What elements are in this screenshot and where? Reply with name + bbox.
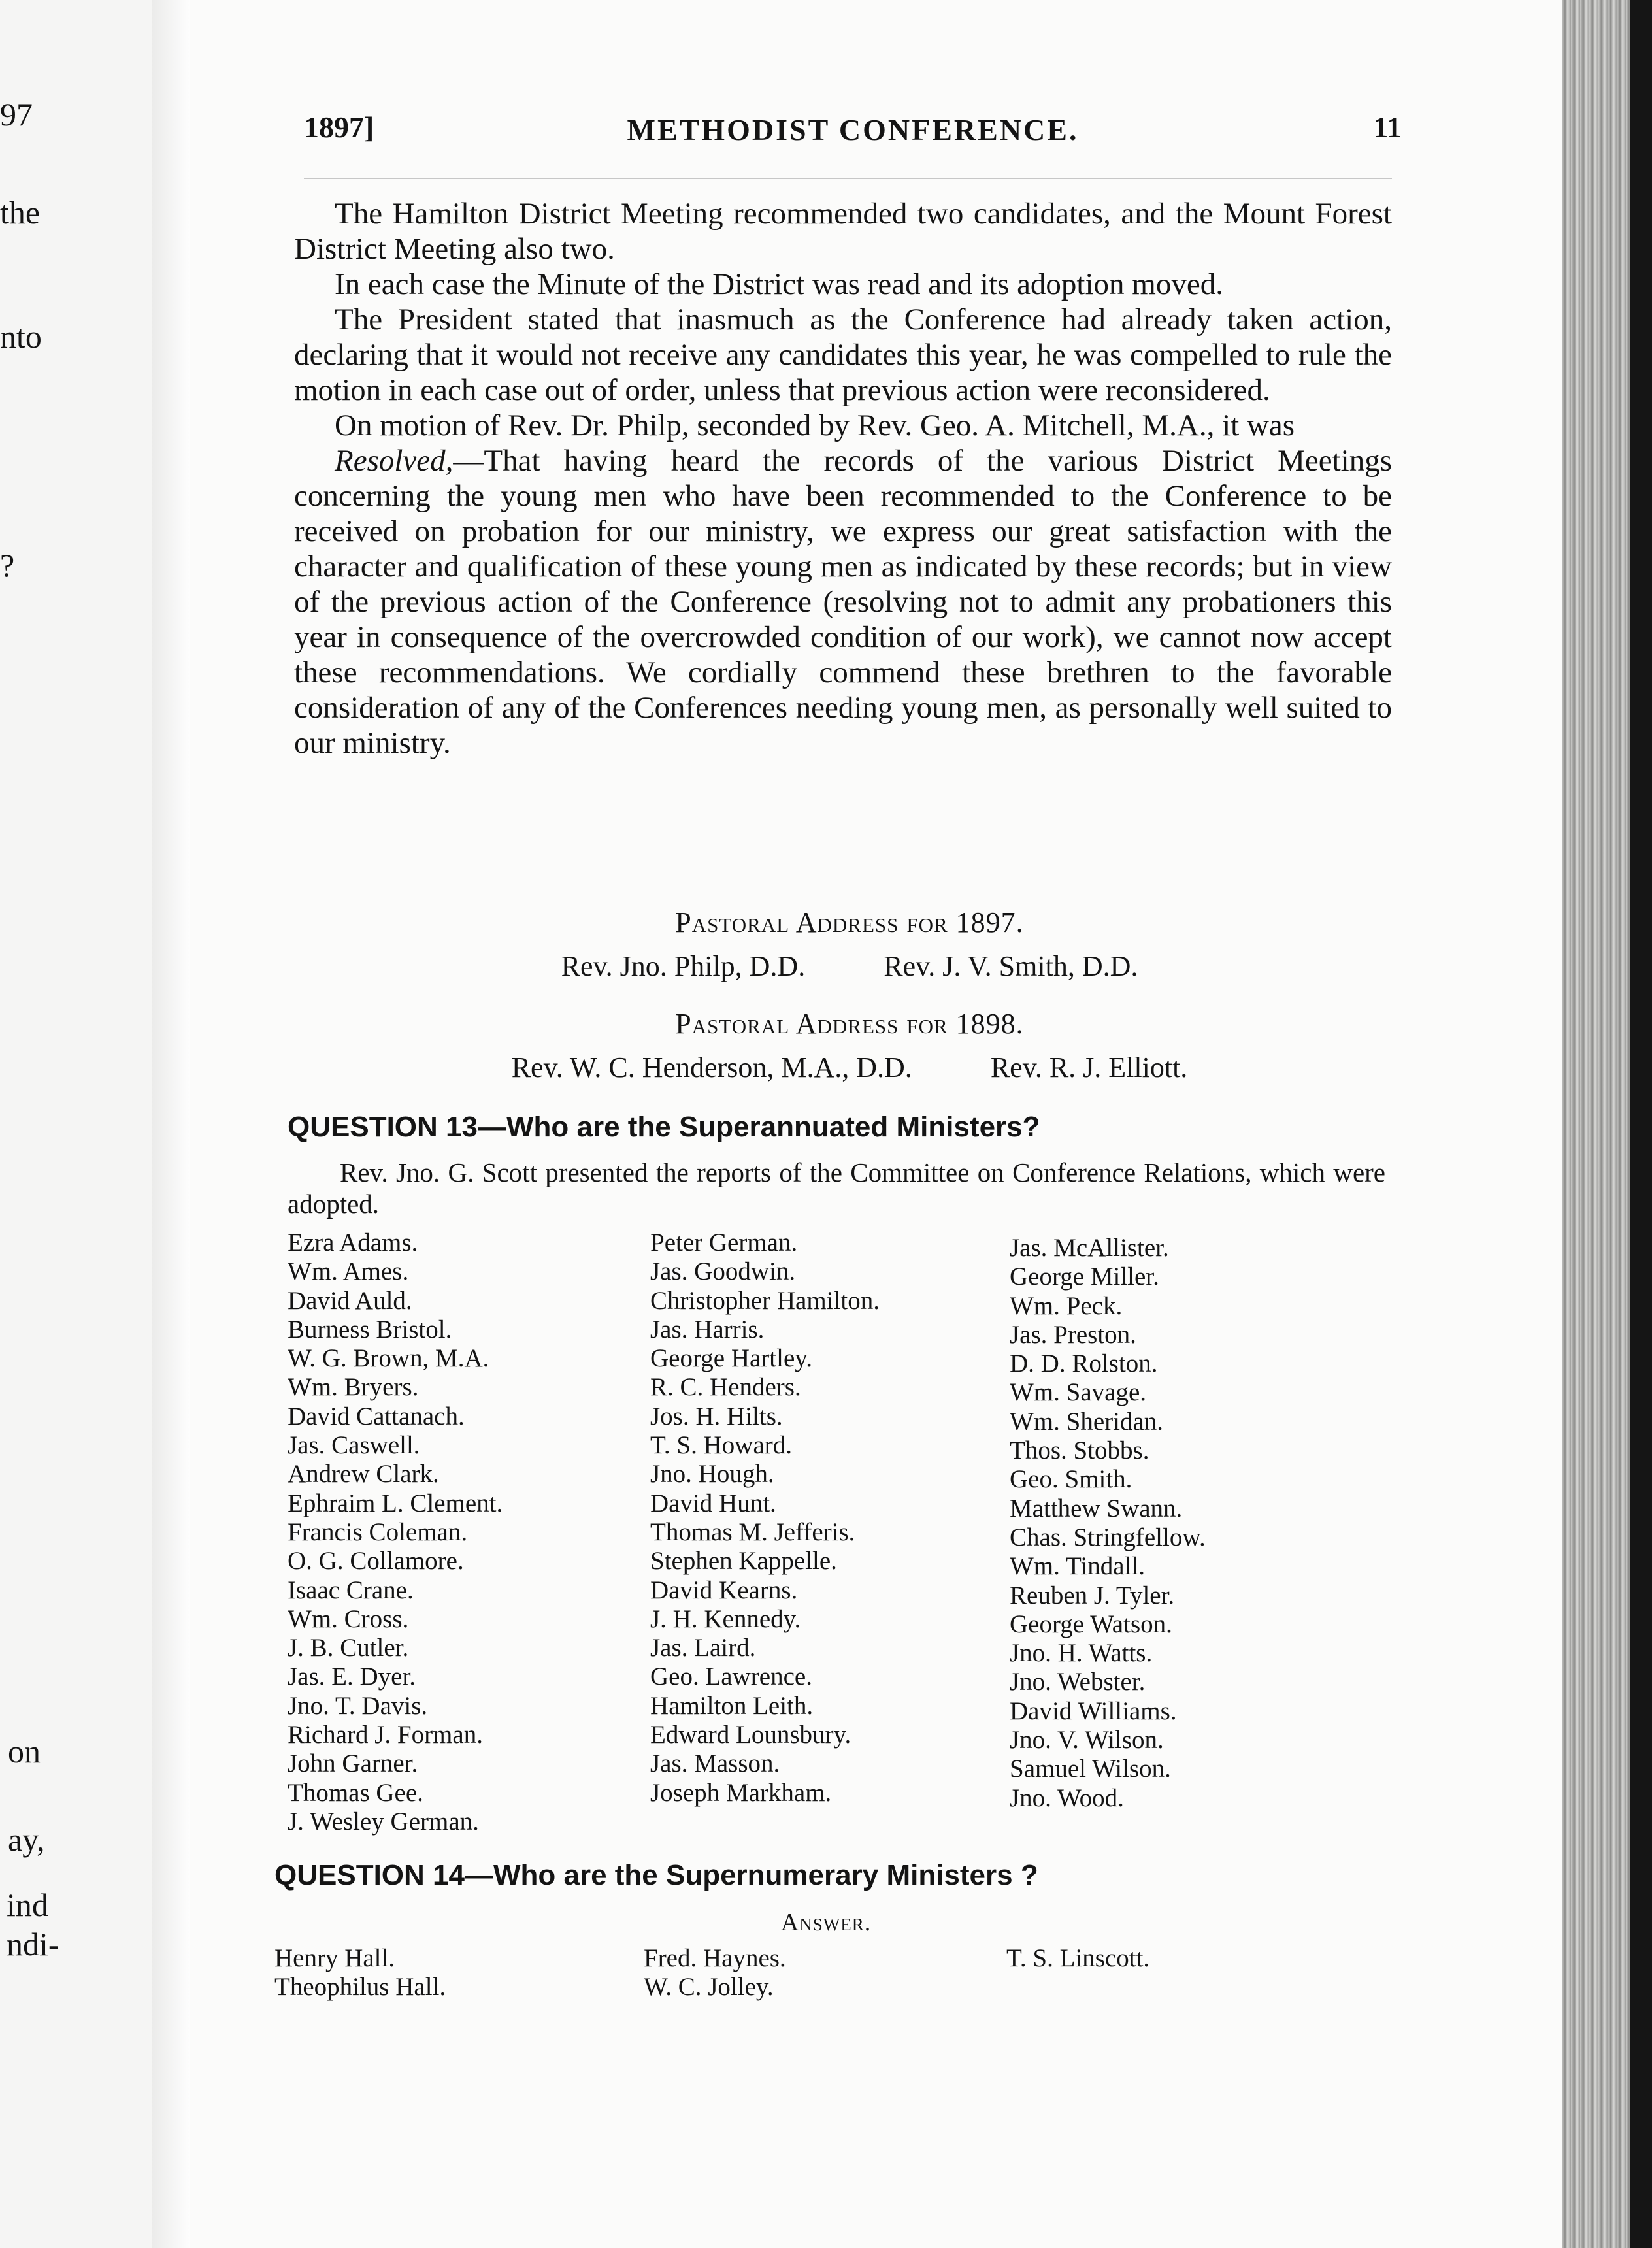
pastoral-heading: Pastoral Address for 1897. [675,906,1024,938]
supernumerary-column-3 [1006,1944,1149,1973]
minister-name: Henry Hall. [274,1944,395,1972]
minister-name: W. C. Jolley. [644,1973,774,2002]
running-head [304,110,1402,156]
minister-name: Jno. Hough. [650,1460,774,1489]
minister-name: Jno. V. Wilson. [1010,1726,1164,1755]
minister-name: George Watson. [1010,1610,1172,1638]
paragraph: The Hamilton District Meeting recommended two candidates, and the Mount Forest District Meeting also two. [294,197,1392,266]
minister-name: David Cattanach. [288,1402,465,1430]
minister-name: W. G. Brown, M.A. [288,1344,489,1373]
minister-name: Peter German. [650,1229,798,1257]
minister-name: Jas. E. Dyer. [288,1662,416,1691]
minister-name: Wm. Sheridan. [1010,1407,1164,1436]
minister-name: George Miller. [1010,1263,1159,1291]
paragraph: In each case the Minute of the District was read and its adoption moved. [335,267,1223,301]
minister-name: David Kearns. [650,1576,798,1604]
pastoral-name: Rev. Jno. Philp, D.D. [561,950,806,982]
minister-name: Wm. Tindall. [1010,1552,1145,1581]
fragment-text: 97 [0,96,33,133]
minister-name: Stephen Kappelle. [650,1547,837,1576]
fragment-text: nto [0,318,42,355]
minister-name: Wm. Bryers. [288,1373,419,1402]
minister-name: Samuel Wilson. [1010,1755,1171,1783]
question-13-heading: QUESTION 13—Who are the Superannuated Ministers? [288,1111,1040,1143]
answer-label: Answer. [780,1909,872,1936]
fragment-text: ay, [8,1821,45,1858]
minister-name: Reuben J. Tyler. [1010,1581,1175,1610]
minister-name: Wm. Cross. [288,1604,409,1633]
header-title: METHODIST CONFERENCE. [627,113,1079,146]
pastoral-address-1897 [288,905,1412,985]
minister-name: Thos. Stobbs. [1010,1436,1149,1465]
minister-name: T. S. Howard. [650,1431,792,1460]
minister-name: Jas. Harris. [650,1315,765,1344]
minister-name: Wm. Peck. [1010,1291,1123,1320]
fragment-text: ind [7,1887,48,1923]
minister-name: Jos. H. Hilts. [650,1402,783,1430]
pastoral-names [288,1050,1412,1086]
page-number: 11 [1373,110,1402,144]
superannuated-column-2 [650,1229,880,1808]
header-year: 1897] [304,110,374,144]
minister-name: Theophilus Hall. [274,1973,446,2002]
body-text [294,196,1392,761]
resolved-lead: Resolved, [335,444,454,478]
pastoral-name: Rev. W. C. Henderson, M.A., D.D. [511,1051,912,1083]
fragment-text: on [8,1733,41,1770]
minister-name: Wm. Ames. [288,1257,409,1286]
fragment-text: the [0,194,41,231]
minister-name: T. S. Linscott. [1006,1944,1150,1972]
minister-name: D. D. Rolston. [1010,1349,1158,1378]
minister-name: John Garner. [288,1749,418,1778]
superannuated-column-1 [288,1229,503,1836]
minister-name: David Auld. [288,1286,412,1315]
minister-name: Jas. Preston. [1010,1320,1136,1349]
minister-name: Jno. Webster. [1010,1668,1146,1696]
minister-name: Fred. Haynes. [644,1944,786,1972]
minister-name: Christopher Hamilton. [650,1286,880,1315]
minister-name: Jas. Caswell. [288,1431,420,1460]
minister-name: Jas. McAllister. [1010,1234,1169,1262]
minister-name: Thomas Gee. [288,1778,423,1807]
minister-name: Isaac Crane. [288,1576,414,1604]
supernumerary-column-1 [274,1944,446,2002]
minister-name: Edward Lounsbury. [650,1721,851,1749]
minister-name: David Williams. [1010,1696,1177,1725]
question-13-intro: Rev. Jno. G. Scott presented the reports of the Committee on Conference Relations, which were adopted. [288,1157,1385,1219]
paragraph: The President stated that inasmuch as the Conference had already taken action, declaring that it would not receive any candidates this year, he was compelled to rule the motion in each case out of order, unless that previous action were reconsidered. [294,303,1392,407]
minister-name: Jas. Masson. [650,1749,780,1778]
minister-name: Jas. Laird. [650,1634,756,1662]
minister-name: Jno. Wood. [1010,1783,1124,1812]
minister-name: J. Wesley German. [288,1807,479,1836]
resolution-text: —That having heard the records of the various District Meetings concerning the young men who have been recommended to the Conference to be received on probation for our ministry, we express our great satisfaction with the character and qualification of these young men as indicated by these records; but in view of the previous action of the Conference (resolving not to admit any probationers this year in consequence of the overcrowded condition of our work), we cannot now accept these recommendations. We cordially commend these brethren to the favorable consideration of any of the Conferences needing young men, as personally well suited to our ministry. [294,444,1392,760]
fragment-text: ? [0,547,15,584]
pastoral-names [288,948,1412,985]
pastoral-name: Rev. R. J. Elliott. [990,1051,1188,1083]
pastoral-name: Rev. J. V. Smith, D.D. [884,950,1138,982]
pastoral-address-1898 [288,1006,1412,1086]
minister-name: J. H. Kennedy. [650,1604,801,1633]
minister-name: Chas. Stringfellow. [1010,1523,1206,1551]
minister-name: Geo. Smith. [1010,1465,1132,1494]
minister-name: Jno. H. Watts. [1010,1639,1153,1668]
minister-name: Geo. Lawrence. [650,1662,812,1691]
header-rule [304,178,1392,179]
question-14-heading: QUESTION 14—Who are the Supernumerary Ministers ? [274,1859,1038,1891]
minister-name: David Hunt. [650,1489,776,1517]
minister-name: Richard J. Forman. [288,1721,483,1749]
minister-name: Ezra Adams. [288,1229,418,1257]
minister-name: Jno. T. Davis. [288,1691,428,1720]
minister-name: O. G. Collamore. [288,1547,464,1576]
supernumerary-column-2 [644,1944,786,2002]
minister-name: Hamilton Leith. [650,1691,814,1720]
minister-name: Ephraim L. Clement. [288,1489,503,1517]
fragment-text: ndi- [7,1926,59,1962]
minister-name: J. B. Cutler. [288,1634,409,1662]
paragraph: On motion of Rev. Dr. Philp, seconded by Rev. Geo. A. Mitchell, M.A., it was [335,408,1295,442]
minister-name: Francis Coleman. [288,1517,468,1546]
minister-name: Wm. Savage. [1010,1378,1147,1407]
pastoral-heading: Pastoral Address for 1898. [675,1008,1024,1040]
minister-name: Jas. Goodwin. [650,1257,796,1286]
minister-name: Joseph Markham. [650,1778,832,1807]
minister-name: Burness Bristol. [288,1315,452,1344]
minister-name: George Hartley. [650,1344,812,1373]
minister-name: R. C. Henders. [650,1373,801,1402]
superannuated-column-3 [1010,1234,1206,1813]
minister-name: Matthew Swann. [1010,1494,1183,1523]
minister-name: Thomas M. Jefferis. [650,1517,855,1546]
resolution-paragraph [294,443,1392,761]
minister-name: Andrew Clark. [288,1460,439,1489]
